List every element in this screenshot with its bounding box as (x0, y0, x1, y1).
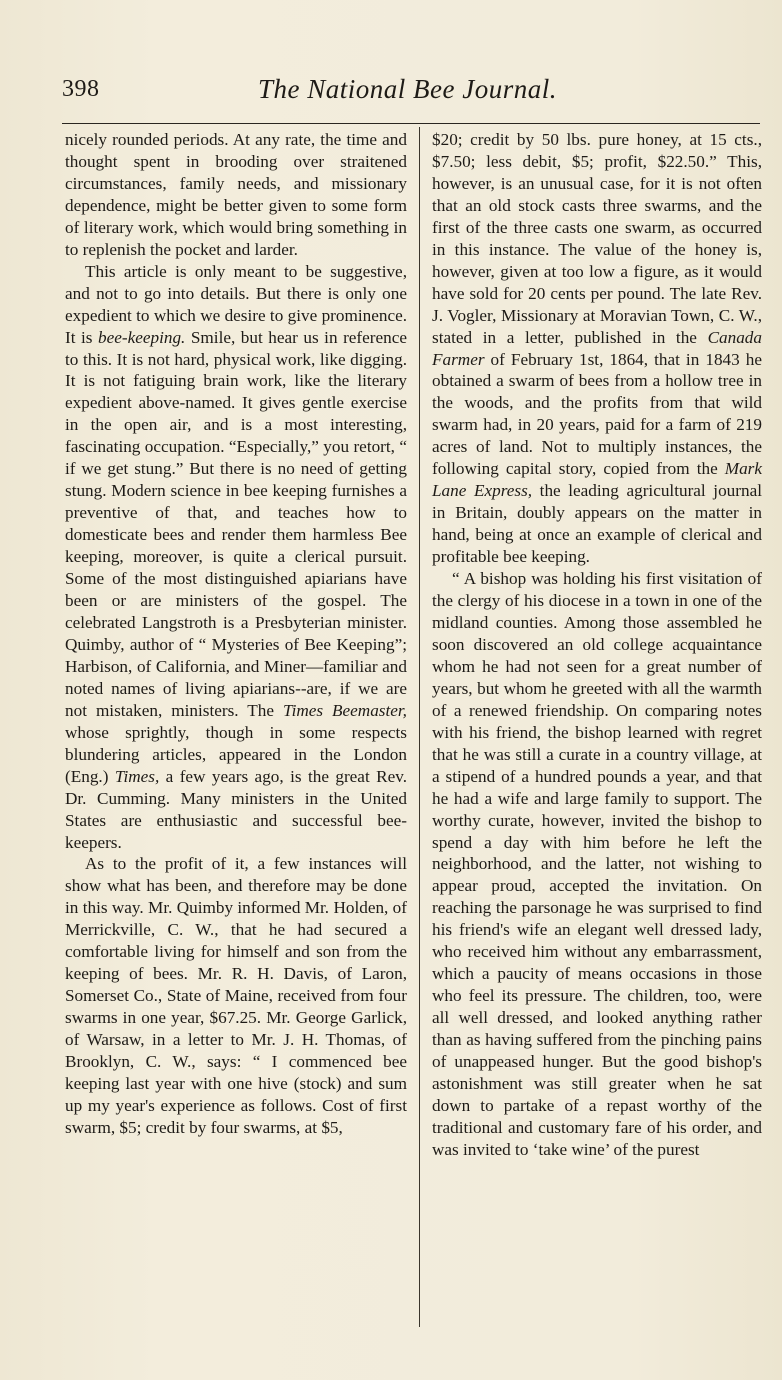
column-divider (419, 127, 420, 1327)
text-run: a few years ago, is the great Rev. Dr. Cumming. Many ministers in the United States are enthusiastic and successful bee-keepers. (65, 766, 407, 852)
italic-run: Mark Lane Express, (432, 459, 762, 501)
italic-run: Times Beemaster, (282, 700, 407, 720)
left-paragraph-3: As to the profit of it, a few instances will show what has been, and therefore may be done in this way. Mr. Quimby informed Mr. Holden, of Merrickville, C. W., that he had secured a comfortable living for himself and son from the keeping of bees. Mr. R. H. Davis, of Laron, Somerset Co., State of Maine, received from four swarms in one year, $67.25. Mr. George Garlick, of Warsaw, in a letter to Mr. J. H. Thomas, of Brooklyn, C. W., says: “ I commenced bee keeping last year with one hive (stock) and sum up my year's experience as follows. Cost of first swarm, $5; credit by four swarms, at $5, (65, 854, 407, 1137)
text-run: whose sprightly, though in some respects blundering articles, appeared in the London (Eng.) (65, 722, 407, 786)
left-column (65, 129, 407, 1139)
left-paragraph-1: nicely rounded periods. At any rate, the time and thought spent in brooding over straitened circumstances, family needs, and missionary dependence, might be better given to some form of literary work, which would bring something in to replenish the pocket and larder. (65, 130, 407, 259)
page-header (62, 72, 762, 112)
journal-title: The National Bee Journal. (258, 74, 557, 104)
right-paragraph-1 (432, 129, 762, 568)
italic-run: bee-keeping. (98, 327, 186, 347)
text-run: $20; credit by 50 lbs. pure honey, at 15 cts., $7.50; less debit, $5; profit, $22.50.” This, however, is an unusual case, for it is not often that an old stock casts three swarms, and the first of the three casts one swarm, as occurred in this instance. The value of the honey is, however, given at too low a figure, as it would have sold for 20 cents per pound. The late Rev. J. Vogler, Missionary at Moravian Town, C. W., stated in a letter, published in the (432, 130, 762, 347)
right-column (432, 129, 762, 1161)
page-number: 398 (62, 76, 100, 102)
header-rule (62, 123, 760, 124)
text-run: of February 1st, 1864, that in 1843 he obtained a swarm of bees from a hollow tree in the woods, and the profits from that wild swarm had, in 20 years, paid for a farm of 219 acres of land. Not to multiply instances, the following capital story, copied from the (432, 349, 762, 479)
left-paragraph-2 (65, 261, 407, 854)
text-run: This article is only meant to be suggestive, and not to go into details. But there is only one expedient to which we desire to give prominence. It is (65, 261, 407, 347)
right-paragraph-2: “ A bishop was holding his first visitation of the clergy of his diocese in a town in one of the midland counties. Among those assembled he soon discovered an old college acquaintance whom he had not seen for a great number of years, but whom he greeted with all the warmth of a renewed friendship. On comparing notes with his friend, the bishop learned with regret that he was still a curate in a country village, at a stipend of a hundred pounds a year, and that he had a wife and large family to support. The worthy curate, however, invited the bishop to spend a day with him before he left the neighborhood, and the latter, not wishing to appear proud, accepted the invitation. On reaching the parsonage he was surprised to find his friend's wife an elegant well dressed lady, who received him without any embarrassment, which a paucity of means occasions in those who feel its pressure. The children, too, were all well dressed, and looked anything rather than as having suffered from the pinching pains of unappeased hunger. But the good bishop's astonishment was still greater when he sat down to partake of a repast worthy of the traditional and customary fare of his order, and was invited to ‘take wine’ of the purest (432, 569, 762, 1159)
text-run: Smile, but hear us in reference to this. It is not hard, physical work, like digging. It is not fatiguing brain work, like the literary expedient above-named. It gives gentle exercise in the open air, and is a most interesting, fascinating occupation. “Especially,” you retort, “ if we get stung.” But there is no need of getting stung. Modern science in bee keeping furnishes a preventive of that, and teaches how to domesticate bees and render them harmless Bee keeping, moreover, is quite a clerical pursuit. Some of the most distinguished apiarians have been or are ministers of the gospel. The celebrated Langstroth is a Presbyterian minister. Quimby, author of “ Mysteries of Bee Keeping”; Harbison, of California, and Miner—familiar and noted names of living apiarians--are, if we are not mistaken, ministers. The (65, 327, 407, 720)
italic-run: Canada Farmer (432, 327, 762, 369)
italic-run: Times, (114, 766, 160, 786)
text-run: the leading agricultural journal in Britain, doubly appears on the matter in hand, being at once an example of clerical and profitable bee keeping. (432, 481, 762, 567)
